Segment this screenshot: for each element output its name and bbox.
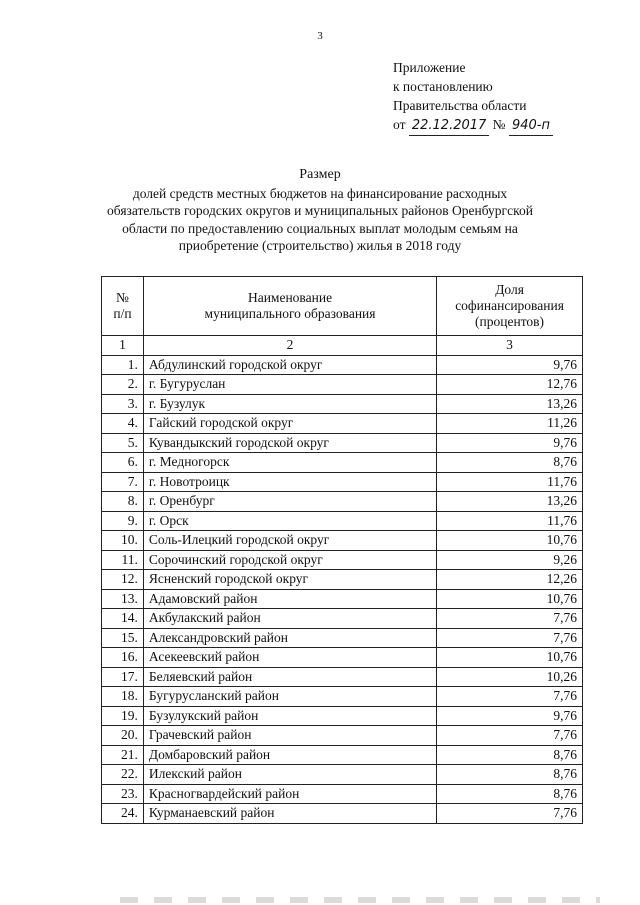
row-index: 14. <box>102 609 144 629</box>
row-share: 8,76 <box>437 765 583 785</box>
row-share: 8,76 <box>437 453 583 473</box>
row-index: 8. <box>102 492 144 512</box>
row-index: 4. <box>102 414 144 434</box>
title-heading: Размер <box>299 167 341 182</box>
table-row <box>102 745 583 765</box>
row-index: 5. <box>102 433 144 453</box>
row-name: г. Бугуруслан <box>143 375 436 395</box>
row-index: 3. <box>102 394 144 414</box>
row-name: Адамовский район <box>143 589 436 609</box>
appendix-line-2: к постановлению <box>393 79 493 94</box>
table-row <box>102 726 583 746</box>
table-header-row <box>102 277 583 336</box>
document-title <box>100 166 540 255</box>
table-body <box>102 355 583 823</box>
row-name: Абдулинский городской округ <box>143 355 436 375</box>
appendix-line-3: Правительства области <box>393 98 527 113</box>
row-index: 16. <box>102 648 144 668</box>
table-row <box>102 531 583 551</box>
table-row <box>102 472 583 492</box>
table-row <box>102 628 583 648</box>
column-number-row <box>102 336 583 356</box>
row-index: 11. <box>102 550 144 570</box>
row-index: 2. <box>102 375 144 395</box>
table-row <box>102 550 583 570</box>
row-share: 12,76 <box>437 375 583 395</box>
table-row <box>102 667 583 687</box>
shares-table <box>101 276 583 824</box>
table-row <box>102 687 583 707</box>
row-share: 10,76 <box>437 648 583 668</box>
row-share: 9,26 <box>437 550 583 570</box>
header-share: Доля софинансирования (процентов) <box>437 277 583 336</box>
table-row <box>102 804 583 824</box>
page-number: 3 <box>317 30 323 42</box>
handwritten-number: 940-п <box>509 116 553 136</box>
row-share: 13,26 <box>437 492 583 512</box>
handwritten-date: 22.12.2017 <box>409 116 489 136</box>
row-share: 7,76 <box>437 804 583 824</box>
table-row <box>102 394 583 414</box>
row-share: 10,76 <box>437 531 583 551</box>
row-share: 11,26 <box>437 414 583 434</box>
next-page-text-remnant <box>120 897 600 903</box>
header-index: № п/п <box>102 277 144 336</box>
row-name: Илекский район <box>143 765 436 785</box>
title-line-2: обязательств городских округов и муниципальных районов Оренбургской <box>107 203 533 218</box>
header-name: Наименование муниципального образования <box>143 277 436 336</box>
column-number: 3 <box>437 336 583 356</box>
row-share: 10,76 <box>437 589 583 609</box>
row-share: 7,76 <box>437 609 583 629</box>
row-share: 11,76 <box>437 511 583 531</box>
row-index: 22. <box>102 765 144 785</box>
row-name: Асекеевский район <box>143 648 436 668</box>
row-index: 9. <box>102 511 144 531</box>
row-index: 20. <box>102 726 144 746</box>
row-index: 7. <box>102 472 144 492</box>
row-share: 9,76 <box>437 355 583 375</box>
table-row <box>102 765 583 785</box>
row-index: 15. <box>102 628 144 648</box>
appendix-line-1: Приложение <box>393 60 466 75</box>
appendix-block <box>393 58 553 136</box>
row-name: Кувандыкский городской округ <box>143 433 436 453</box>
table-row <box>102 589 583 609</box>
row-share: 8,76 <box>437 745 583 765</box>
row-name: г. Орск <box>143 511 436 531</box>
row-index: 12. <box>102 570 144 590</box>
title-line-1: долей средств местных бюджетов на финансирование расходных <box>132 185 508 201</box>
table-row <box>102 355 583 375</box>
row-index: 19. <box>102 706 144 726</box>
table-row <box>102 609 583 629</box>
row-share: 10,26 <box>437 667 583 687</box>
row-index: 13. <box>102 589 144 609</box>
column-number: 2 <box>143 336 436 356</box>
table-row <box>102 492 583 512</box>
row-index: 6. <box>102 453 144 473</box>
row-share: 7,76 <box>437 726 583 746</box>
table-row <box>102 511 583 531</box>
row-index: 17. <box>102 667 144 687</box>
table-row <box>102 414 583 434</box>
number-sign: № <box>492 117 506 132</box>
row-name: Соль-Илецкий городской округ <box>143 531 436 551</box>
table-row <box>102 433 583 453</box>
row-name: г. Оренбург <box>143 492 436 512</box>
row-name: Бузулукский район <box>143 706 436 726</box>
table-row <box>102 375 583 395</box>
row-index: 21. <box>102 745 144 765</box>
row-name: Александровский район <box>143 628 436 648</box>
row-index: 10. <box>102 531 144 551</box>
row-name: г. Бузулук <box>143 394 436 414</box>
row-name: Домбаровский район <box>143 745 436 765</box>
row-name: Беляевский район <box>143 667 436 687</box>
row-name: Акбулакский район <box>143 609 436 629</box>
title-line-3: области по предоставлению социальных выплат молодым семьям на <box>122 220 518 236</box>
table-row <box>102 648 583 668</box>
row-name: Грачевский район <box>143 726 436 746</box>
appendix-date-line <box>393 115 553 136</box>
row-share: 8,76 <box>437 784 583 804</box>
row-share: 9,76 <box>437 433 583 453</box>
row-index: 1. <box>102 355 144 375</box>
row-index: 24. <box>102 804 144 824</box>
row-name: Курманаевский район <box>143 804 436 824</box>
row-share: 7,76 <box>437 687 583 707</box>
row-index: 18. <box>102 687 144 707</box>
row-index: 23. <box>102 784 144 804</box>
row-share: 12,26 <box>437 570 583 590</box>
from-prefix: от <box>393 117 406 132</box>
row-name: Бугурусланский район <box>143 687 436 707</box>
title-line-4: приобретение (строительство) жилья в 2018 году <box>178 238 462 253</box>
row-share: 9,76 <box>437 706 583 726</box>
row-name: г. Новотроицк <box>143 472 436 492</box>
table-row <box>102 453 583 473</box>
row-name: Красногвардейский район <box>143 784 436 804</box>
row-name: Ясненский городской округ <box>143 570 436 590</box>
row-name: Сорочинский городской округ <box>143 550 436 570</box>
table-row <box>102 706 583 726</box>
row-name: Гайский городской округ <box>143 414 436 434</box>
column-number: 1 <box>102 336 144 356</box>
row-share: 13,26 <box>437 394 583 414</box>
table-row <box>102 570 583 590</box>
row-share: 11,76 <box>437 472 583 492</box>
row-share: 7,76 <box>437 628 583 648</box>
table-row <box>102 784 583 804</box>
row-name: г. Медногорск <box>143 453 436 473</box>
